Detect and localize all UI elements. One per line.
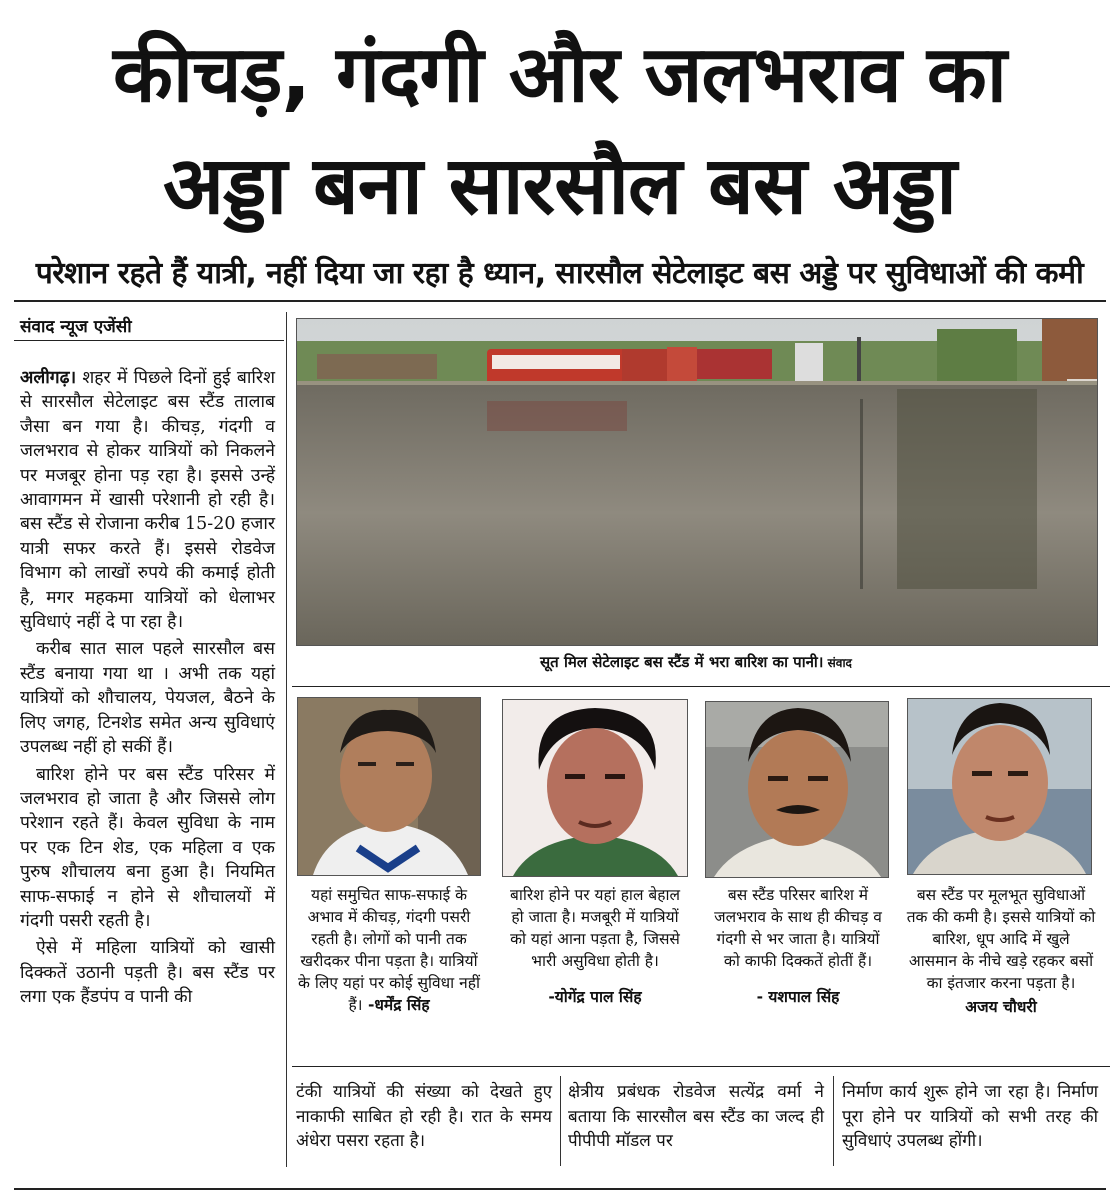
footer-rule <box>14 1188 1106 1190</box>
byline: संवाद न्यूज एजेंसी <box>20 317 132 337</box>
portrait-3 <box>705 701 889 878</box>
paragraph-1-text: शहर में पिछले दिनों हुई बारिश से सारसौल सेटेलाइट बस स्टैंड तालाब जैसा बन गया है। कीचड़, गंदगी व जलभराव से होकर यात्रियों को निकलने पर मजबूर होना पड़ रहा है। इससे उन्हें आवागमन में खासी परेशानी हो रही है। बस स्टैंड से रोजाना करीब 15-20 हजार यात्री सफर करते हैं। इससे रोडवेज विभाग को लाखों रुपये की कमाई होती है, मगर महकमा यात्रियों को धेलाभर सुविधाएं नहीं दे पा रहा है। <box>20 368 276 633</box>
quote-2 <box>504 884 686 1008</box>
main-photo-caption <box>296 652 1096 672</box>
left-column-text <box>20 366 275 1013</box>
paragraph-4: ऐसे में महिला यात्रियों को खासी दिक्कतें उठानी पड़ती है। बस स्टैंड पर लगा एक हैंडपंप व पानी की <box>20 938 275 1008</box>
quote-4 <box>906 884 1096 1018</box>
dateline: अलीगढ़। <box>20 368 77 388</box>
caption-credit: संवाद <box>823 656 852 670</box>
quotes-rule <box>292 1066 1110 1067</box>
quote-3-text: बस स्टैंड परिसर बारिश में जलभराव के साथ ही कीचड़ व गंदगी से भर जाता है। यात्रियों को काफी दिक्कतें होतीं हैं। <box>714 886 882 970</box>
portrait-1-image <box>298 698 480 875</box>
bottom-column-2: क्षेत्रीय प्रबंधक रोडवेज सत्येंद्र वर्मा ने बताया कि सारसौल बस स्टैंड का जल्द ही पीपीपी मॉडल पर <box>568 1082 824 1151</box>
quote-4-text: बस स्टैंड पर मूलभूत सुविधाओं तक की कमी है। इससे यात्रियों को बारिश, धूप आदि में खुले आसमान के नीचे खड़े रहकर बसों का इंतजार करना पड़ता है। <box>906 886 1096 992</box>
quote-1 <box>296 884 482 1016</box>
paragraph-2: करीब सात साल पहले सारसौल बस स्टैंड बनाया गया था । अभी तक यहां यात्रियों को शौचालय, पेयजल, बैठने के लिए जगह, टिनशेड समेत अन्य सुविधाएं उपलब्ध नहीं हो सकीं हैं। <box>20 639 275 758</box>
quote-2-text: बारिश होने पर यहां हाल बेहाल हो जाता है। मजबूरी में यात्रियों को यहां आना पड़ता है, जिससे भारी असुविधा होती है। <box>510 886 680 970</box>
main-photo <box>296 318 1098 646</box>
bottom-column-1: टंकी यात्रियों की संख्या को देखते हुए नाकाफी साबित हो रही है। रात के समय अंधेरा पसरा रहता है। <box>296 1082 552 1151</box>
portrait-1 <box>297 697 481 876</box>
portrait-3-image <box>706 702 888 877</box>
quote-2-name: -योगेंद्र पाल सिंह <box>548 988 642 1006</box>
flooded-bus-stand-image <box>297 319 1097 645</box>
quote-4-name: अजय चौधरी <box>965 998 1037 1016</box>
quote-3-name: - यशपाल सिंह <box>756 988 840 1006</box>
portrait-2 <box>502 699 688 877</box>
caption-text: सूत मिल सेटेलाइट बस स्टैंड में भरा बारिश का पानी। <box>540 653 824 671</box>
quote-1-name: -धर्मेंद्र सिंह <box>362 996 430 1014</box>
portrait-2-image <box>503 700 687 876</box>
paragraph-3: बारिश होने पर बस स्टैंड परिसर में जलभराव हो जाता है और जिससे लोग परेशान रहते हैं। केवल सुविधा के नाम पर एक टिन शेड, एक महिला व एक पुरुष शौचालय बना हुआ है। नियमित साफ-सफाई न होने से शौचालयों में गंदगी पसरी रहती है। <box>20 764 275 931</box>
portrait-4-image <box>908 699 1091 874</box>
caption-rule <box>292 686 1110 687</box>
quote-3 <box>708 884 888 1008</box>
headline-line-2: अड्डा बना सारसौल बस अड्डा <box>163 139 956 232</box>
subheadline: परेशान रहते हैं यात्री, नहीं दिया जा रहा है ध्यान, सारसौल सेटेलाइट बस अड्डे पर सुविधाओं की कमी <box>35 256 1084 291</box>
quote-1-text: यहां समुचित साफ-सफाई के अभाव में कीचड़, गंदगी पसरी रहती है। लोगों को पानी तक खरीदकर पीना पड़ता है। यात्रियों के लिए यहां पर कोई सुविधा नहीं हैं। <box>298 886 480 1014</box>
headline-line-1: कीचड़, गंदगी और जलभराव का <box>113 30 1006 120</box>
byline-rule <box>14 340 284 341</box>
paragraph-1 <box>20 366 275 634</box>
subhead-rule <box>14 300 1106 302</box>
bottom-divider-2 <box>833 1076 834 1166</box>
portrait-4 <box>907 698 1092 875</box>
bottom-column-3: निर्माण कार्य शुरू होने जा रहा है। निर्माण पूरा होने पर यात्रियों को सभी तरह की सुविधाएं उपलब्ध होंगी। <box>842 1082 1098 1151</box>
column-divider <box>286 312 287 1167</box>
bottom-divider-1 <box>560 1076 561 1166</box>
